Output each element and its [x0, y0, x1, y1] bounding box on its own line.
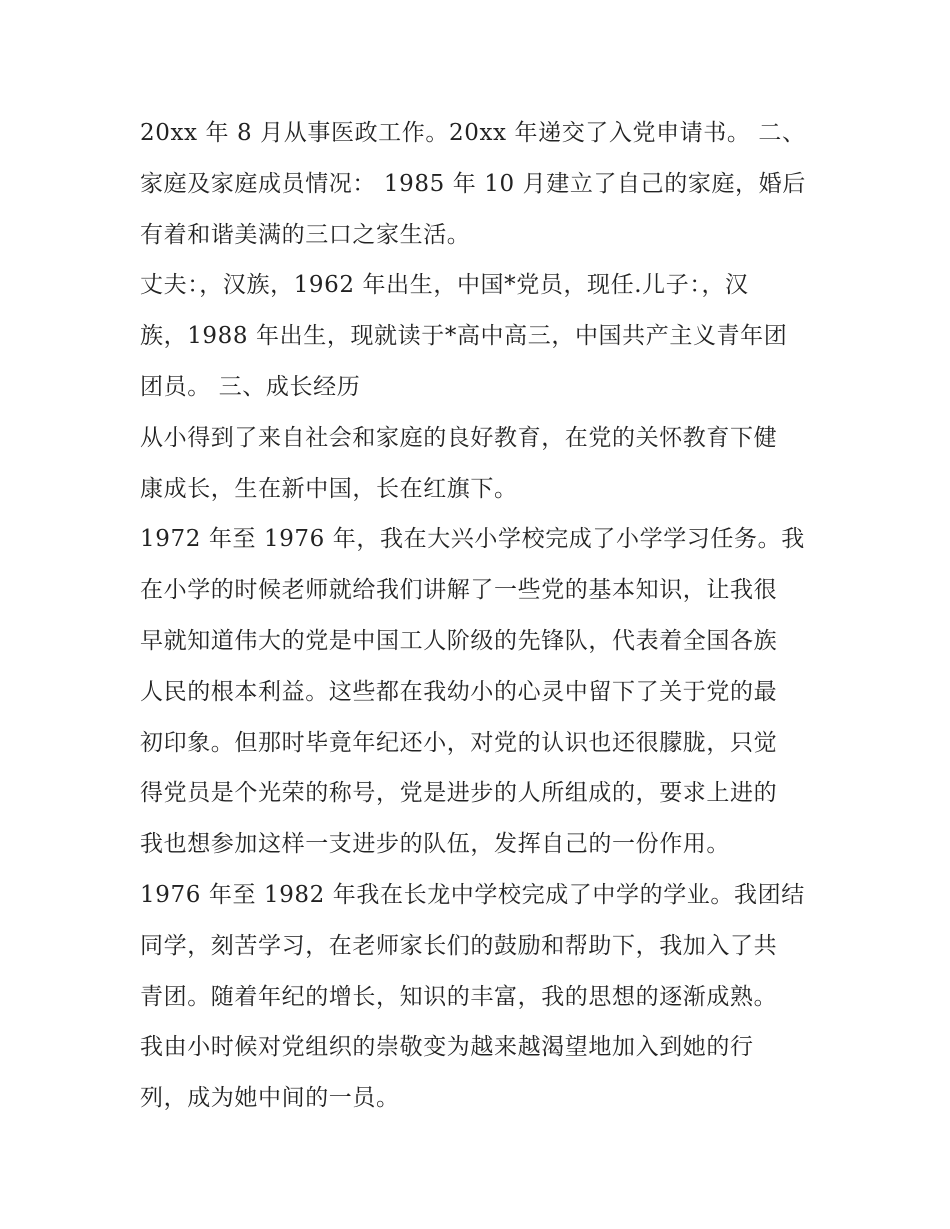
text-line: 团员。 三、成长经历	[140, 373, 361, 400]
paragraph-middle-school	[140, 870, 820, 1124]
text-line: 人民的根本利益。这些都在我幼小的心灵中留下了关于党的最	[140, 678, 778, 705]
text-line: 有着和谐美满的三口之家生活。	[140, 221, 471, 248]
document-page	[140, 108, 820, 1124]
text-line: 从小得到了来自社会和家庭的良好教育，在党的关怀教育下健	[140, 424, 778, 451]
text-line: 得党员是个光荣的称号，党是进步的人所组成的，要求上进的	[140, 780, 778, 807]
text-line: 初印象。但那时毕竟年纪还小，对党的认识也还很朦胧，只觉	[140, 729, 778, 756]
text-line: 青团。随着年纪的增长，知识的丰富，我的思想的逐渐成熟。	[140, 983, 778, 1010]
paragraph-work-family	[140, 108, 820, 260]
text-line: 在小学的时候老师就给我们讲解了一些党的基本知识，让我很	[140, 577, 778, 604]
text-line: 早就知道伟大的党是中国工人阶级的先锋队，代表着全国各族	[140, 627, 778, 654]
text-line: 1972 年至 1976 年，我在大兴小学校完成了小学学习任务。我	[140, 526, 805, 553]
text-line: 族，1988 年出生，现就读于*高中高三，中国共产主义青年团	[140, 323, 788, 350]
text-line: 1976 年至 1982 年我在长龙中学校完成了中学的学业。我团结	[140, 881, 805, 908]
text-line: 列，成为她中间的一员。	[140, 1085, 400, 1112]
paragraph-family-members	[140, 260, 820, 412]
paragraph-upbringing	[140, 413, 820, 515]
text-line: 我由小时候对党组织的崇敬变为越来越渴望地加入到她的行	[140, 1034, 754, 1061]
text-line: 20xx 年 8 月从事医政工作。20xx 年递交了入党申请书。 二、	[140, 120, 806, 146]
paragraph-primary-school	[140, 514, 820, 870]
text-line: 我也想参加这样一支进步的队伍，发挥自己的一份作用。	[140, 831, 730, 858]
text-line: 康成长，生在新中国，长在红旗下。	[140, 475, 518, 502]
text-line: 同学，刻苦学习，在老师家长们的鼓励和帮助下，我加入了共	[140, 932, 778, 959]
text-line: 家庭及家庭成员情况： 1985 年 10 月建立了自己的家庭，婚后	[140, 170, 806, 197]
text-line: 丈夫：，汉族，1962 年出生，中国*党员，现任.儿子：，汉	[140, 272, 749, 299]
